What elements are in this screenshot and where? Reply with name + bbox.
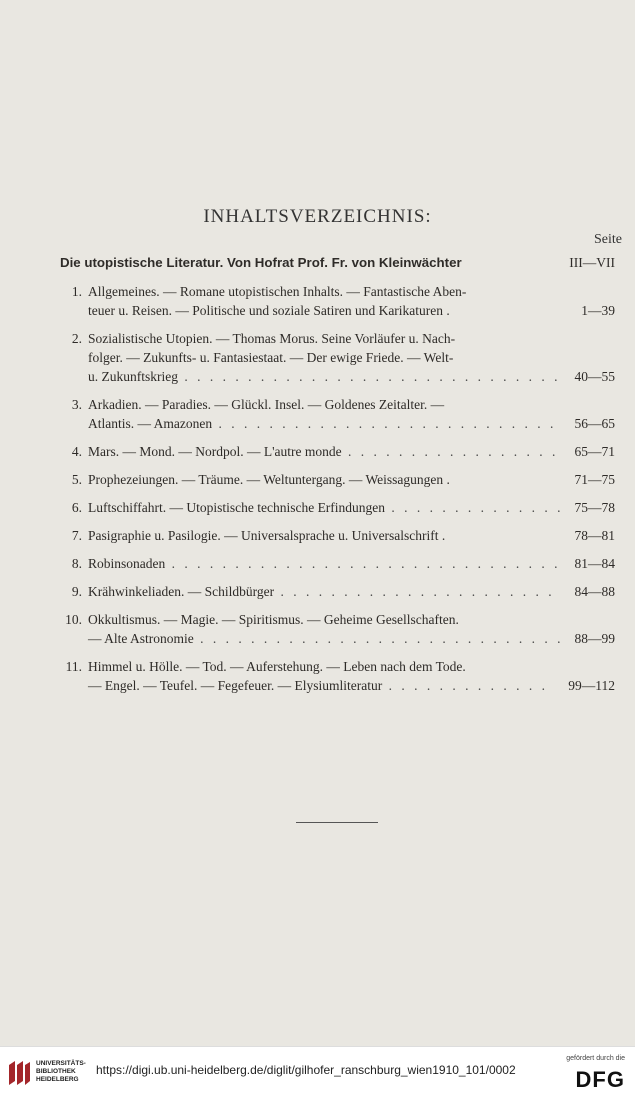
toc-entry-page: 40—55 [574,369,615,384]
toc-entry [0,442,635,461]
toc-entry-line [0,301,635,320]
toc-entry-number: 4. [71,444,82,459]
toc-entry [0,498,635,517]
toc-entry-line [0,442,635,461]
toc-entry-line [0,329,635,348]
source-url-link[interactable]: https://digi.ub.uni-heidelberg.de/diglit/gilhofer_ranschburg_wien1910_101/0002 [96,1063,516,1077]
dot-leader: . . . . . . . . . . . . . . . . . . . . . . . . . . . [212,416,557,431]
toc-entry-line [0,582,635,601]
toc-entry-number: 9. [71,584,82,599]
funding-note: gefördert durch die [566,1055,625,1062]
toc-entry-line [0,657,635,676]
toc-entry-number: 7. [71,528,82,543]
toc-entry-text: Atlantis. — Amazonen [88,416,213,431]
dot-leader: . . . . . . . . . . . . . [382,678,548,693]
dot-leader: . . . . . . . . . . . . . . . . . . . . . . . . . . . . . [193,631,564,646]
toc-entry-number: 5. [71,472,82,487]
dot-leader: . . . . . . . . . . . . . . [385,500,564,515]
toc-entry-number: 3. [71,397,82,412]
toc-entry-page: 75—78 [574,500,615,515]
toc-entry-text: Krähwinkeliaden. — Schildbürger [88,584,275,599]
toc-entry-page: 65—71 [574,444,615,459]
toc-entry [0,470,635,489]
closing-rule [296,822,378,823]
toc-entry-number: 11. [65,659,82,674]
toc-entry-number: 8. [71,556,82,571]
toc-entry-line [0,348,635,367]
toc-entry-page: 81—84 [574,556,615,571]
page-title: INHALTSVERZEICHNIS: [203,206,432,227]
toc-entry [0,582,635,601]
toc-entry-text: Pasigraphie u. Pasilogie. — Universalsprache u. Universalschrift . [88,528,446,543]
toc-entry-text: Sozialistische Utopien. — Thomas Morus. Seine Vorläufer u. Nach- [88,331,456,346]
toc-entry-line [0,414,635,433]
toc-entry [0,526,635,545]
toc-entry-line [0,526,635,545]
toc-entry-text: Arkadien. — Paradies. — Glückl. Insel. — Goldenes Zeitalter. — [88,397,445,412]
toc-entry-page: 78—81 [574,528,615,543]
toc-entry-text: Luftschiffahrt. — Utopistische technische Erfindungen [88,500,386,515]
toc-entry [0,282,635,320]
toc-entry-line [0,676,635,695]
toc-entry-line [0,395,635,414]
toc-entry-page: 99—112 [568,678,615,693]
lead-entry-page: III—VII [569,255,615,270]
toc-entry-text: — Engel. — Teufel. — Fegefeuer. — Elysiumliteratur [88,678,383,693]
toc-entry-number: 6. [71,500,82,515]
toc-entry-text: Allgemeines. — Romane utopistischen Inhalts. — Fantastische Aben- [88,284,467,299]
toc-entry-line [0,282,635,301]
toc-entry-page: 84—88 [574,584,615,599]
toc-entry-line [0,470,635,489]
toc-entry-page: 88—99 [574,631,615,646]
toc-entry-text: teuer u. Reisen. — Politische und soziale Satiren und Karikaturen . [88,303,450,318]
digitization-footer [0,1046,635,1099]
lead-entry [60,255,615,275]
toc-entry-number: 10. [65,612,82,627]
dot-leader: . . . . . . . . . . . . . . . . . . . . . . . . . . . . . . . [165,556,561,571]
library-logo-icon [6,1059,32,1087]
toc-entry-line [0,610,635,629]
page-column-header: Seite [594,232,622,247]
toc-entry [0,554,635,573]
lead-entry-text: Die utopistische Literatur. Von Hofrat Prof. Fr. von Kleinwächter [60,255,462,270]
dot-leader: . . . . . . . . . . . . . . . . . [341,444,559,459]
dfg-logo: DFG [575,1067,625,1092]
library-name: UNIVERSITÄTS- BIBLIOTHEK HEIDELBERG [36,1060,86,1083]
toc-entry [0,657,635,695]
toc-entry-line [0,554,635,573]
toc-entry-text: folger. — Zukunfts- u. Fantasiestaat. — Der ewige Friede. — Welt- [88,350,454,365]
toc-entry-line [0,367,635,386]
dot-leader: . . . . . . . . . . . . . . . . . . . . . . . . . . . . . . [178,369,561,384]
toc-entry-page: 56—65 [574,416,615,431]
toc-entry-text: Robinsonaden [88,556,166,571]
toc-entry-text: u. Zukunftskrieg [88,369,178,384]
toc-entry-page: 1—39 [581,303,615,318]
toc-entry [0,610,635,648]
toc-entry-page: 71—75 [574,472,615,487]
toc-entry-line [0,629,635,648]
toc-entry-number: 1. [71,284,82,299]
toc-entry-text: Prophezeiungen. — Träume. — Weltuntergang. — Weissagungen . [88,472,450,487]
toc-entry [0,329,635,386]
toc-list [0,282,635,704]
dot-leader: . . . . . . . . . . . . . . . . . . . . . . [274,584,555,599]
toc-entry [0,395,635,433]
toc-entry-text: Himmel u. Hölle. — Tod. — Auferstehung. — Leben nach dem Tode. [88,659,466,674]
toc-entry-text: Okkultismus. — Magie. — Spiritismus. — Geheime Gesellschaften. [88,612,459,627]
toc-entry-text: Mars. — Mond. — Nordpol. — L'autre monde [88,444,342,459]
toc-entry-text: — Alte Astronomie [88,631,194,646]
toc-entry-number: 2. [71,331,82,346]
toc-entry-line [0,498,635,517]
